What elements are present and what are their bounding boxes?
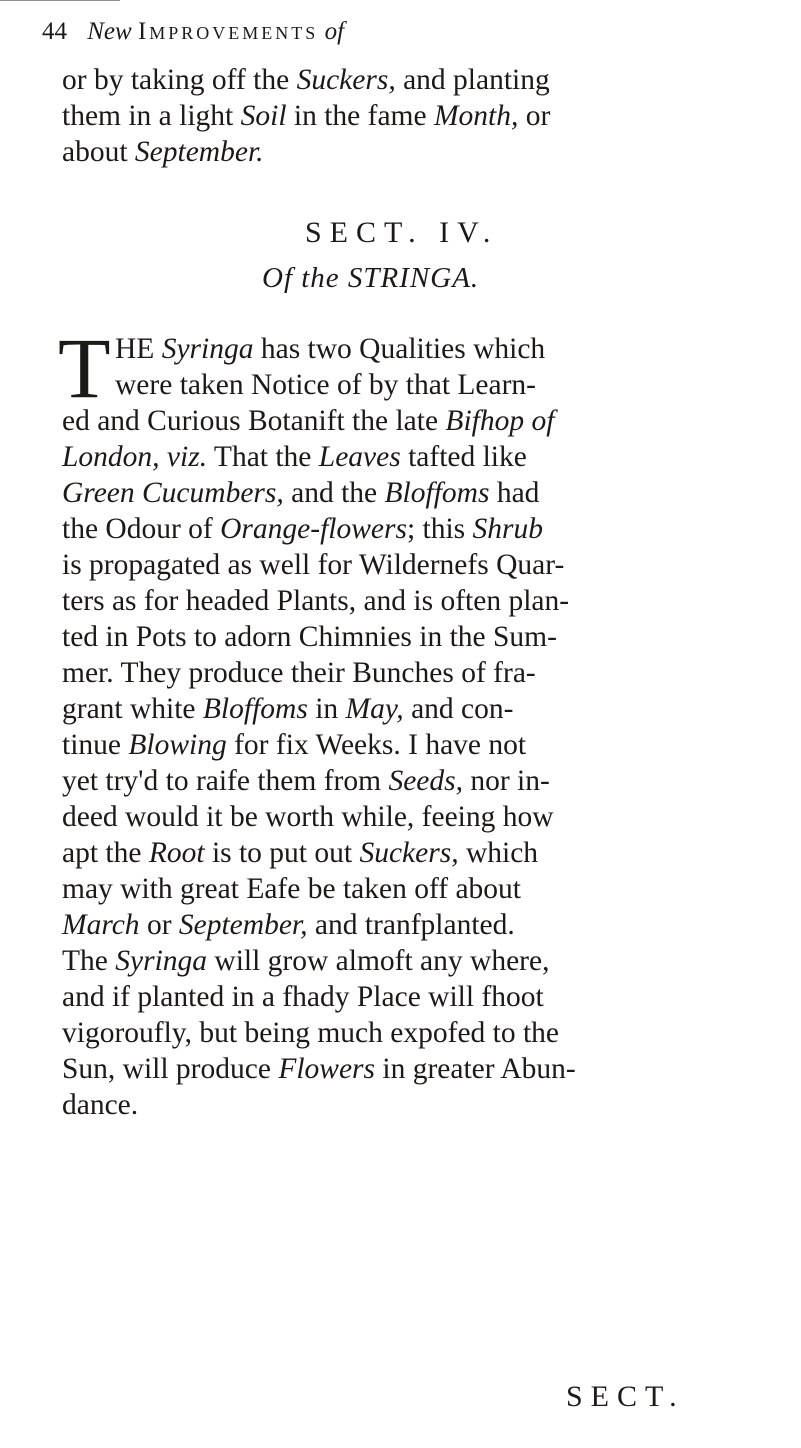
paragraph-line: Green Cucumbers, and the Bloffoms had bbox=[62, 477, 540, 509]
paragraph-line: apt the Root is to put out Suckers, which bbox=[62, 837, 539, 869]
header-title-new: New bbox=[87, 18, 132, 45]
paragraph-line: may with great Eafe be taken off about bbox=[62, 873, 521, 905]
paragraph-line: yet try'd to raife them from Seeds, nor in- bbox=[62, 765, 550, 797]
italic-text: Shrub bbox=[472, 513, 544, 545]
italic-text: Orange-flowers bbox=[220, 513, 407, 545]
paragraph-line: The Syringa will grow almoft any where, bbox=[62, 945, 550, 977]
italic-text: Flowers bbox=[278, 1053, 376, 1085]
intro-line: about September. bbox=[62, 136, 264, 168]
italic-text: Green Cucumbers, bbox=[62, 477, 284, 509]
intro-line: them in a light Soil in the fame Month, or bbox=[62, 100, 551, 132]
paragraph-line: mer. They produce their Bunches of fra- bbox=[62, 657, 536, 689]
paragraph-line: is propagated as well for Wildernefs Quar- bbox=[62, 549, 565, 581]
page-number: 44 bbox=[42, 18, 67, 45]
italic-text: Soil bbox=[240, 100, 287, 132]
paragraph-line: tinue Blowing for fix Weeks. I have not bbox=[62, 729, 527, 761]
paragraph-line: the Odour of Orange-flowers; this Shrub bbox=[62, 513, 544, 545]
header-title-improvements: Improvements bbox=[137, 18, 319, 45]
italic-text: May, bbox=[345, 693, 404, 725]
paragraph-line: grant white Bloffoms in May, and con- bbox=[62, 693, 514, 725]
intro-text bbox=[62, 62, 762, 170]
paragraph-line: ted in Pots to adorn Chimnies in the Sum- bbox=[62, 621, 557, 653]
italic-text: Leaves bbox=[318, 441, 401, 473]
section-subtitle: Of the STRINGA. bbox=[262, 262, 480, 294]
italic-text: March bbox=[62, 909, 140, 941]
header-title-of: of bbox=[324, 18, 345, 45]
italic-text: Bloffoms bbox=[384, 477, 490, 509]
italic-text: Syringa bbox=[115, 945, 208, 977]
paragraph-line: and if planted in a fhady Place will fhoot bbox=[62, 981, 544, 1013]
catchword: SECT. bbox=[566, 1380, 685, 1413]
italic-text: Suckers, bbox=[359, 837, 459, 869]
paragraph-line: vigoroufly, but being much expofed to the bbox=[62, 1017, 560, 1049]
italic-text: Month, bbox=[433, 100, 519, 132]
italic-text: Suckers, bbox=[296, 64, 396, 96]
italic-text: September, bbox=[178, 909, 308, 941]
italic-text: London, bbox=[62, 441, 160, 473]
paragraph-line: ed and Curious Botanift the late Bifhop of bbox=[62, 405, 555, 437]
paragraph-line: were taken Notice of by that Learn- bbox=[115, 369, 536, 401]
section-heading: SECT. IV. bbox=[305, 216, 499, 249]
paragraph-line: Sun, will produce Flowers in greater Abun- bbox=[62, 1053, 576, 1085]
top-rule bbox=[0, 0, 120, 1]
running-header bbox=[42, 18, 682, 52]
italic-text: Blowing bbox=[128, 729, 227, 761]
italic-text: Seeds, bbox=[388, 765, 463, 797]
paragraph-line: ters as for headed Plants, and is often plan- bbox=[62, 585, 570, 617]
intro-line: or by taking off the Suckers, and planting bbox=[62, 64, 550, 96]
paragraph-line: dance. bbox=[62, 1089, 139, 1121]
italic-text: September. bbox=[134, 136, 264, 168]
paragraph-line: March or September, and tranfplanted. bbox=[62, 909, 515, 941]
italic-text: Root bbox=[148, 837, 205, 869]
paragraph-line: deed would it be worth while, feeing how bbox=[62, 801, 554, 833]
paragraph-text bbox=[62, 332, 576, 1124]
italic-text: Bloffoms bbox=[202, 693, 308, 725]
italic-text: Syringa bbox=[161, 333, 254, 365]
paragraph-line: London, viz. That the Leaves tafted like bbox=[62, 441, 527, 473]
italic-text: Bifhop of bbox=[445, 405, 555, 437]
paragraph-line: HE Syringa has two Qualities which bbox=[115, 333, 546, 365]
drop-cap: T bbox=[58, 320, 111, 416]
italic-text: viz. bbox=[166, 441, 208, 473]
